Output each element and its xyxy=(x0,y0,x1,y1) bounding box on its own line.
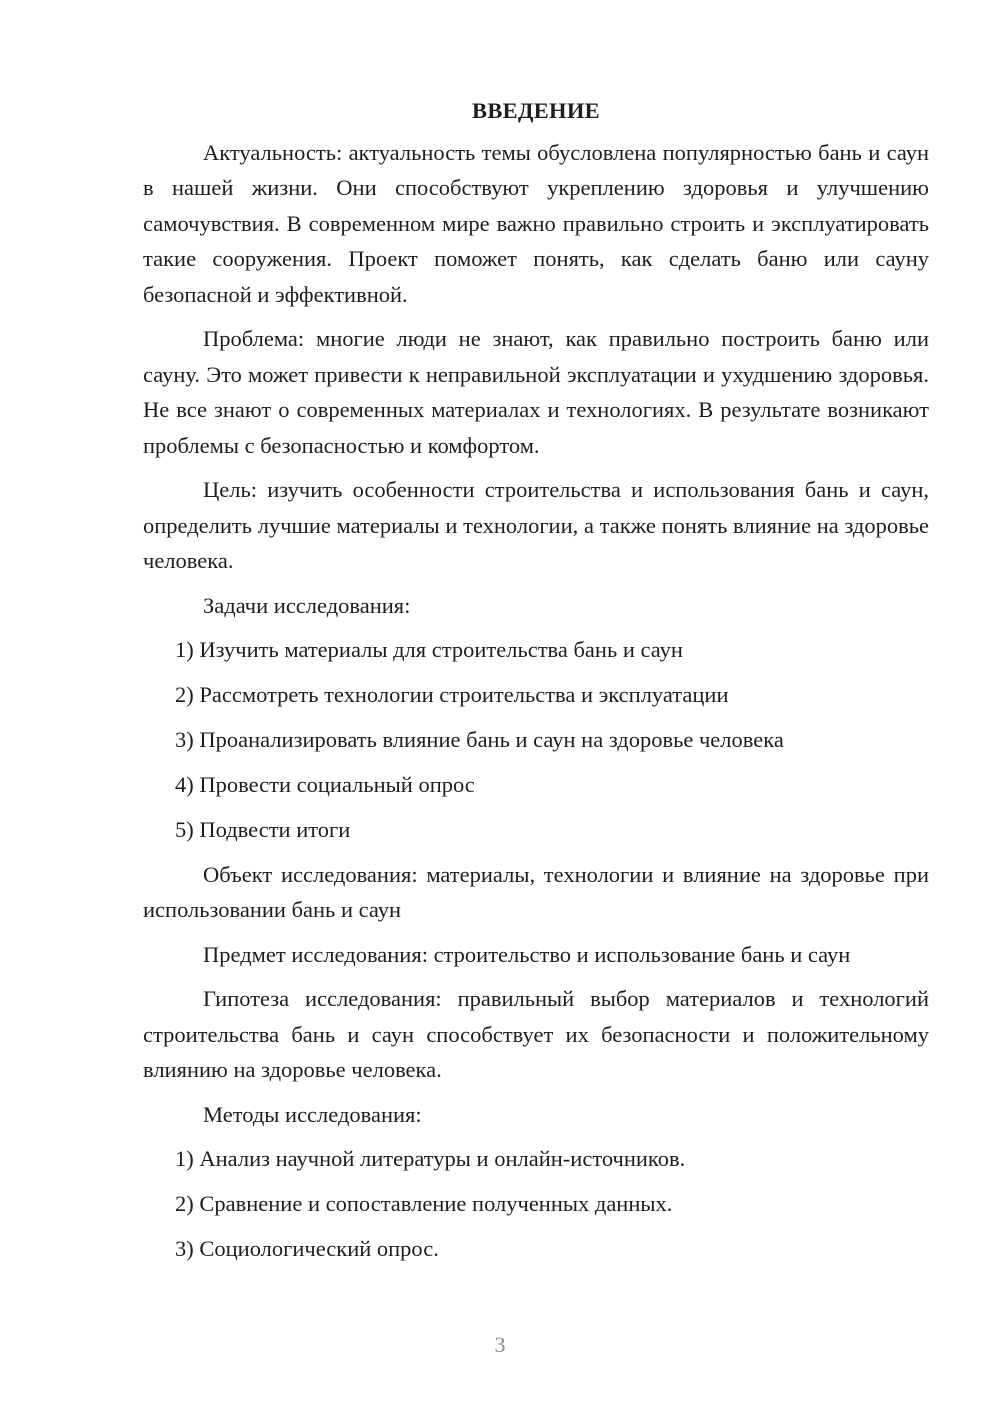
task-item: 1) Изучить материалы для строительства бань и саун xyxy=(175,637,683,662)
tasks-list xyxy=(143,632,929,848)
task-item: 3) Проанализировать влияние бань и саун на здоровье человека xyxy=(175,727,784,752)
goal-paragraph: Цель: изучить особенности строительства и использования бань и саун, определить лучшие материалы и технологии, а также понять влияние на здоровье человека. xyxy=(143,477,929,573)
methods-list xyxy=(143,1141,929,1267)
method-item: 1) Анализ научной литературы и онлайн-источников. xyxy=(175,1146,686,1171)
page-number: 3 xyxy=(494,1332,506,1357)
method-item: 3) Социологический опрос. xyxy=(175,1236,439,1261)
object-paragraph: Объект исследования: материалы, технологии и влияние на здоровье при использовании бань и саун xyxy=(143,861,929,922)
tasks-heading: Задачи исследования: xyxy=(203,592,411,618)
page-content xyxy=(143,93,929,1276)
relevance-paragraph: Актуальность: актуальность темы обусловлена популярностью бань и саун в нашей жизни. Они способствуют укреплению здоровья и улучшению самочувствия. В современном мире важно правильно строить и эксплуатировать такие сооружения. Проект поможет понять, как сделать баню или сауну безопасной и эффективной. xyxy=(143,139,929,307)
methods-heading: Методы исследования: xyxy=(203,1101,422,1127)
subject-paragraph: Предмет исследования: строительство и использование бань и саун xyxy=(203,941,851,967)
task-item: 5) Подвести итоги xyxy=(175,817,351,842)
hypothesis-paragraph: Гипотеза исследования: правильный выбор материалов и технологий строительства бань и саун способствует их безопасности и положительному влиянию на здоровье человека. xyxy=(143,986,929,1082)
problem-paragraph: Проблема: многие люди не знают, как правильно построить баню или сауну. Это может привести к неправильной эксплуатации и ухудшению здоровья. Не все знают о современных материалах и технологиях. В результате возникают проблемы с безопасностью и комфортом. xyxy=(143,326,929,458)
method-item: 2) Сравнение и сопоставление полученных данных. xyxy=(175,1191,673,1216)
section-title: ВВЕДЕНИЕ xyxy=(472,98,600,123)
task-item: 4) Провести социальный опрос xyxy=(175,772,475,797)
task-item: 2) Рассмотреть технологии строительства и эксплуатации xyxy=(175,682,729,707)
